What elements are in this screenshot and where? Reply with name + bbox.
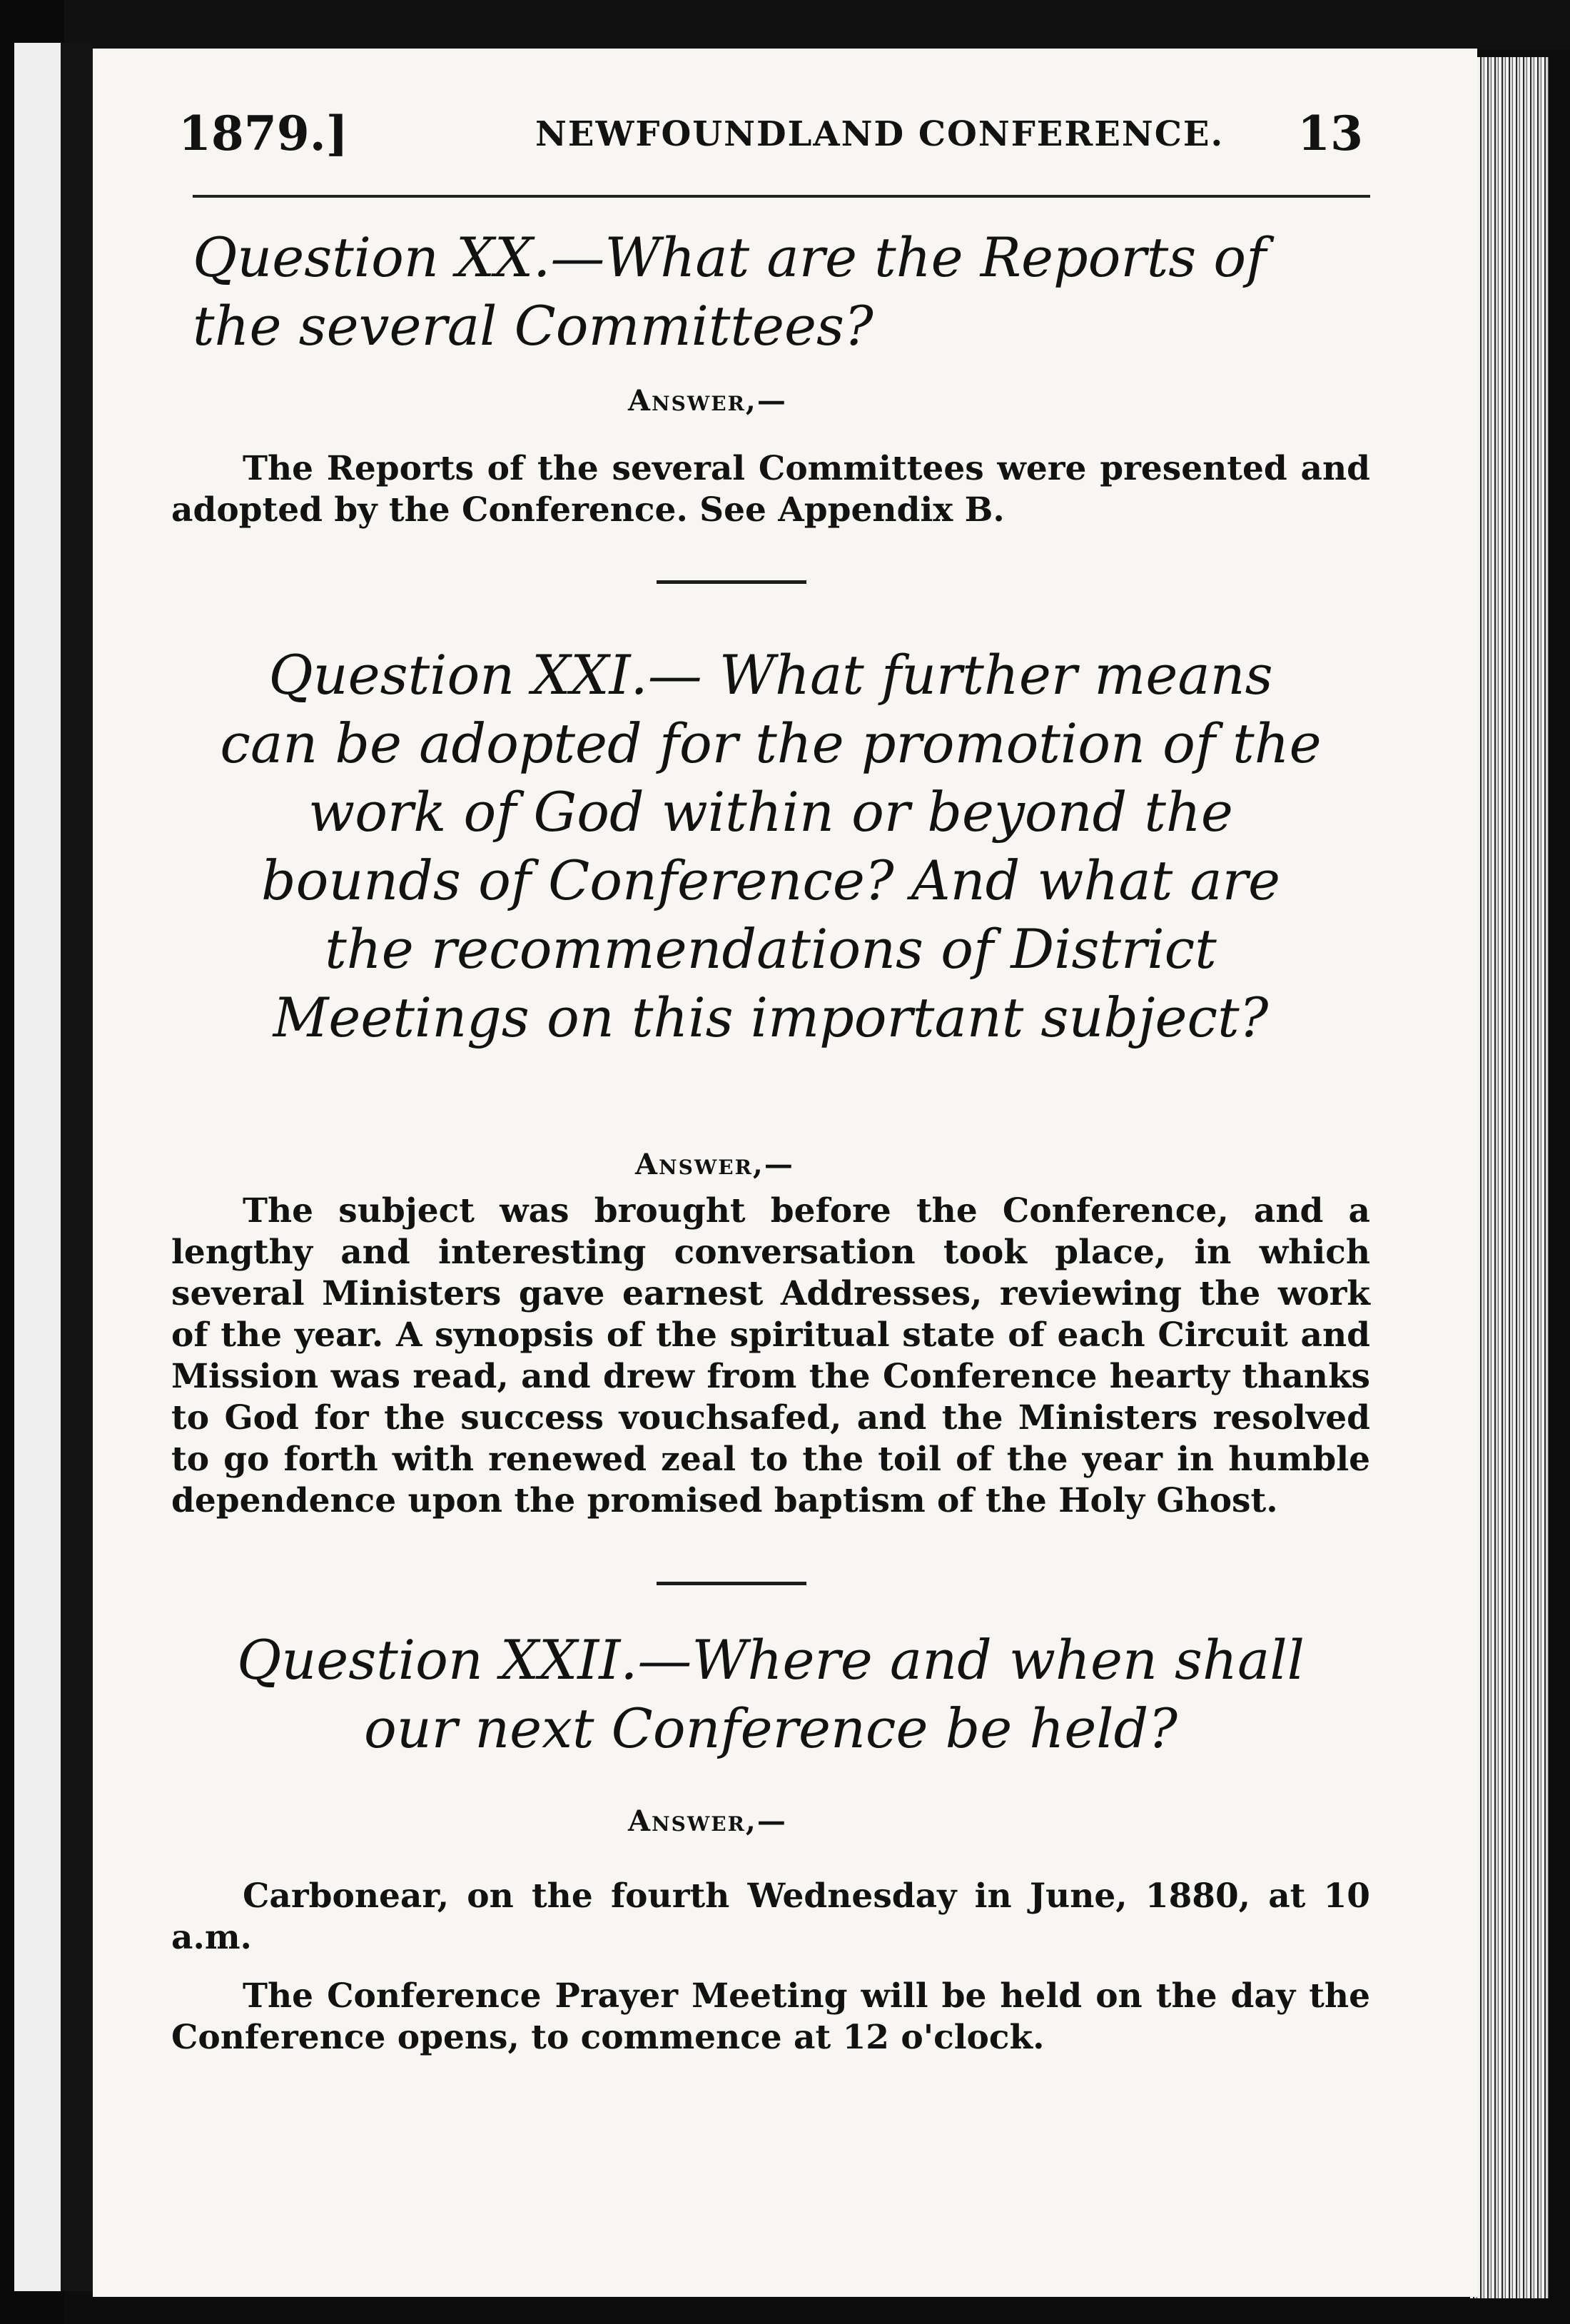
- question-xxi: [171, 641, 1370, 1052]
- question-xxii: [171, 1626, 1370, 1763]
- answer-label: Answer,—: [635, 1148, 794, 1181]
- running-head-year: 1879.]: [178, 106, 348, 161]
- section-divider: [657, 580, 806, 584]
- book-page: [93, 49, 1477, 2297]
- page-stack-edge: [1470, 57, 1554, 2298]
- running-head-title: NEWFOUNDLAND CONFERENCE.: [535, 114, 1225, 154]
- gutter-shadow: [61, 43, 93, 2291]
- question-text: —What are the Reports of the several Committees?: [193, 226, 1267, 358]
- answer-paragraph: The Conference Prayer Meeting will be held on the day the Conference opens, to commence at 12 o'clock.: [171, 1976, 1370, 2057]
- question-text: —Where and when shall our next Conference be held?: [364, 1628, 1305, 1760]
- page-number: 13: [1297, 106, 1363, 161]
- answer-paragraph: Carbonear, on the fourth Wednesday in June, 1880, at 10 a.m.: [171, 1876, 1370, 1957]
- header-rule: [193, 195, 1370, 198]
- question-label: Question XXI.: [268, 643, 648, 707]
- running-head: [178, 106, 1363, 170]
- scan-border-top: [0, 0, 1570, 50]
- question-xx: [171, 223, 1370, 360]
- answer-paragraph: The subject was brought before the Conference, and a lengthy and interesting conversation took place, in which several Ministers gave earnest Addresses, reviewing the work of the year. A synopsis of the spiritual state of each Circuit and Mission was read, and drew from the Conference hearty thanks to God for the success vouchsafed, and the Ministers resolved to go forth with renewed zeal to the toil of the year in humble dependence upon the promised baptism of the Holy Ghost.: [171, 1191, 1370, 1520]
- question-text: — What further means can be adopted for the promotion of the work of God within or beyond the bounds of Conference? And what are the recommendations of District Meetings on this important subject?: [220, 643, 1322, 1049]
- scan-border-right: [1549, 57, 1570, 2324]
- section-divider: [657, 1582, 806, 1585]
- answer-label: Answer,—: [628, 1804, 787, 1838]
- question-label: Question XX.: [193, 226, 551, 289]
- question-label: Question XXII.: [237, 1628, 638, 1692]
- facing-page-edge: [14, 43, 64, 2291]
- answer-label: Answer,—: [628, 384, 787, 418]
- answer-paragraph: The Reports of the several Committees were presented and adopted by the Conference. See Appendix B.: [171, 449, 1370, 530]
